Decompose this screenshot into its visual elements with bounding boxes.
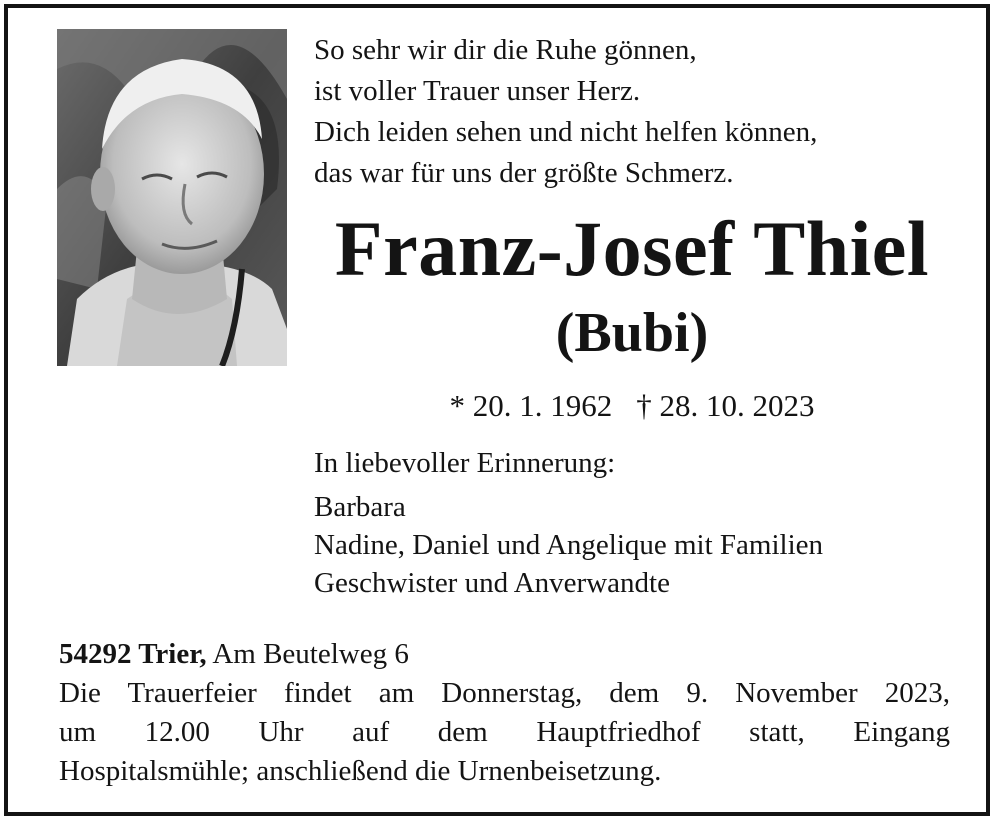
death-date: † 28. 10. 2023: [636, 388, 815, 423]
life-dates: [314, 386, 950, 426]
service-line: Hospitalsmühle; anschließend die Urnenbeisetzung.: [59, 755, 662, 787]
address-street: Am Beutelweg 6: [212, 638, 409, 670]
mourners-list: [314, 488, 823, 602]
portrait-photo: [57, 29, 287, 366]
portrait-illustration: [57, 29, 287, 366]
verse-line: ist voller Trauer unser Herz.: [314, 75, 641, 107]
verse-line: das war für uns der größte Schmerz.: [314, 157, 734, 189]
deceased-nickname: (Bubi): [555, 302, 709, 364]
memorial-verse: [314, 30, 817, 194]
deceased-name: Franz-Josef Thiel: [334, 205, 930, 292]
mourning-address: [59, 635, 409, 673]
service-line: um 12.00 Uhr auf dem Hauptfriedhof statt, Eingang: [59, 716, 950, 748]
address-city: 54292 Trier,: [59, 638, 207, 670]
service-line: Die Trauerfeier findet am Donnerstag, dem 9. November 2023,: [59, 677, 950, 709]
funeral-service-info: [59, 674, 950, 791]
birth-date: * 20. 1. 1962: [449, 388, 613, 423]
memory-heading: In liebevoller Erinnerung:: [314, 447, 616, 479]
mourner-line: Barbara: [314, 491, 406, 523]
obituary-notice: [4, 4, 990, 816]
mourner-line: Nadine, Daniel und Angelique mit Familien: [314, 529, 824, 561]
mourner-line: Geschwister und Anverwandte: [314, 567, 670, 599]
verse-line: So sehr wir dir die Ruhe gönnen,: [314, 34, 697, 66]
verse-line: Dich leiden sehen und nicht helfen können,: [314, 116, 818, 148]
